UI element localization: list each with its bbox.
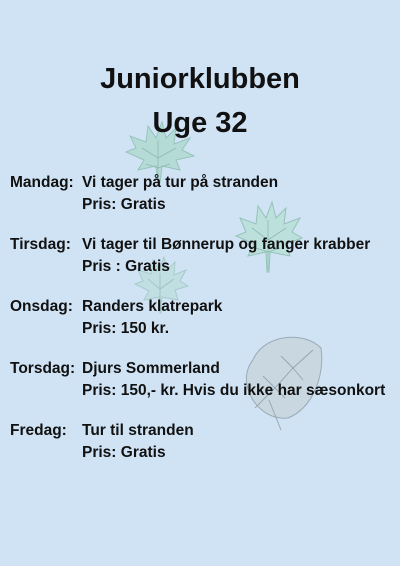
activity-text: Vi tager på tur på stranden bbox=[82, 174, 279, 191]
schedule-row-friday bbox=[10, 420, 395, 482]
activity-text: Tur til stranden bbox=[82, 422, 194, 439]
activity-text: Vi tager til Bønnerup og fanger krabber bbox=[82, 236, 371, 253]
day-label: Torsdag: bbox=[10, 360, 76, 377]
page-subtitle-week: Uge 32 bbox=[152, 107, 248, 139]
schedule-row-thursday bbox=[10, 358, 395, 420]
price-text: Pris: Gratis bbox=[82, 196, 166, 213]
schedule-row-wednesday bbox=[10, 296, 395, 358]
day-label: Mandag: bbox=[10, 174, 74, 191]
price-text: Pris : Gratis bbox=[82, 258, 170, 275]
day-label: Onsdag: bbox=[10, 298, 73, 315]
activity-text: Randers klatrepark bbox=[82, 298, 223, 315]
activity-text: Djurs Sommerland bbox=[82, 360, 220, 377]
day-label: Tirsdag: bbox=[10, 236, 71, 253]
price-text: Pris: Gratis bbox=[82, 444, 166, 461]
day-label: Fredag: bbox=[10, 422, 67, 439]
price-text: Pris: 150 kr. bbox=[82, 320, 170, 337]
page-title: Juniorklubben bbox=[100, 63, 300, 95]
schedule-row-tuesday bbox=[10, 234, 395, 296]
schedule-row-monday bbox=[10, 172, 395, 234]
price-text: Pris: 150,- kr. Hvis du ikke har sæsonkort bbox=[82, 382, 386, 399]
weekly-schedule bbox=[10, 172, 395, 482]
